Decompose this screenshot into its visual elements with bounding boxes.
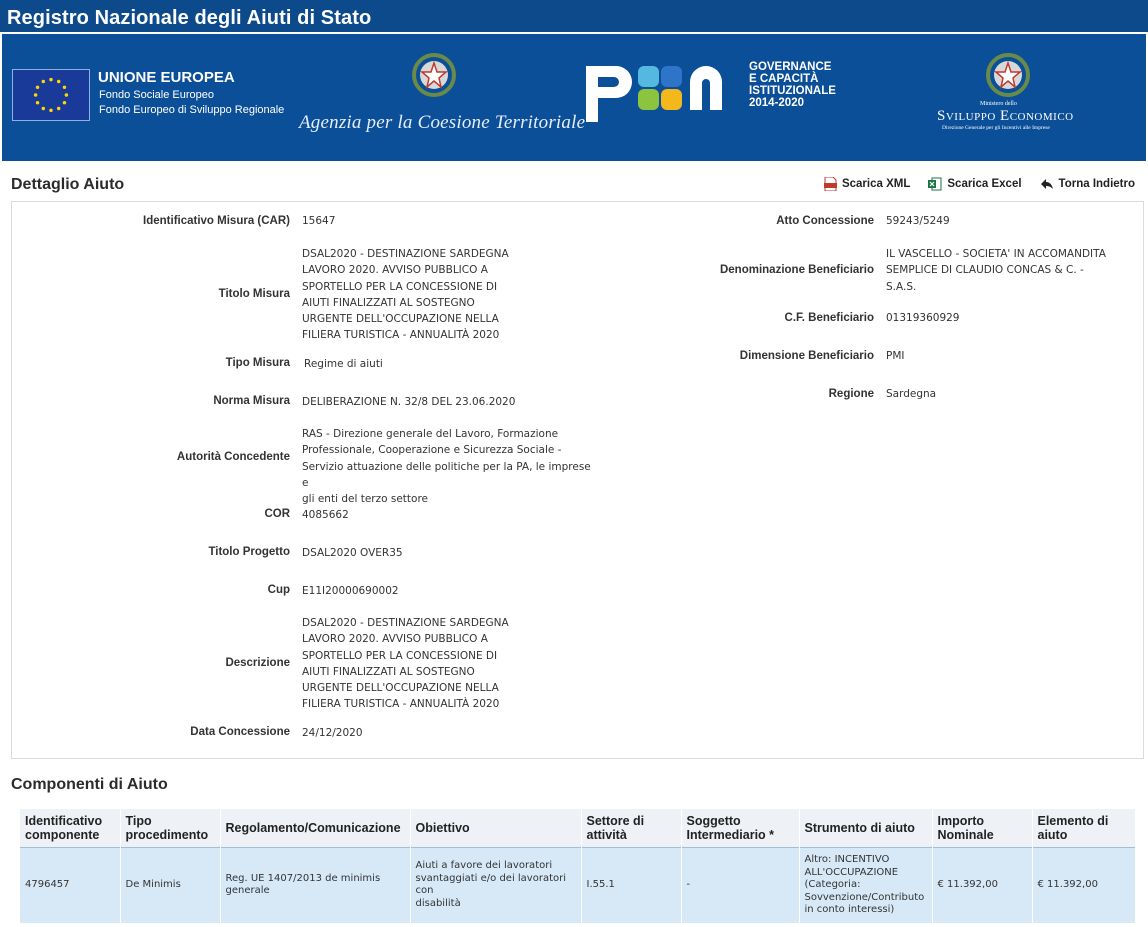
col-elemento[interactable]: [1032, 809, 1135, 847]
atto-concessione-label: Atto Concessione: [776, 215, 874, 227]
header-line: Regolamento/Comunicazione: [225, 820, 401, 835]
header-line: Importo: [937, 813, 985, 828]
header-line: componente: [25, 827, 100, 842]
eu-fund-social: Fondo Sociale Europeo: [99, 89, 214, 101]
text-line: LAVORO 2020. AVVISO PUBBLICO A: [302, 633, 488, 646]
cor-value: 4085662: [302, 509, 349, 521]
text-line: SEMPLICE DI CLAUDIO CONCAS & C. -: [886, 264, 1084, 277]
text-line: Altro: INCENTIVO: [804, 854, 890, 865]
table-header-row: [20, 809, 1135, 847]
text-line: svantaggiati e/o dei lavoratori con: [415, 872, 567, 897]
denominazione-label: Denominazione Beneficiario: [719, 264, 874, 276]
ministry-name: Sviluppo Economico: [937, 108, 1074, 124]
titolo-misura-value: [302, 246, 582, 344]
download-excel-label: Scarica Excel: [947, 178, 1022, 190]
ministry-small: Ministero dello: [980, 101, 1017, 107]
detail-actions: [824, 177, 1135, 191]
text-line: RAS - Direzione generale del Lavoro, Formazione: [302, 428, 559, 440]
pon-caption: [749, 61, 836, 109]
cell-tipo: De Minimis: [120, 847, 220, 923]
cell-regolamento: [220, 847, 410, 923]
cf-value: 01319360929: [886, 312, 960, 324]
text-line: Sovvenzione/Contributo: [804, 891, 925, 903]
italian-emblem-icon: [984, 51, 1032, 99]
cell-obiettivo: [410, 847, 581, 923]
cell-elemento: € 11.392,00: [1032, 847, 1135, 923]
tipo-misura-value: Regime di aiuti: [304, 358, 383, 370]
header-line: Soggetto: [686, 813, 741, 828]
text-line: AIUTI FINALIZZATI AL SOSTEGNO: [302, 296, 475, 309]
text-line: Aiuti a favore dei lavoratori: [415, 860, 553, 872]
autorita-value: [302, 426, 592, 507]
text-line: DSAL2020 - DESTINAZIONE SARDEGNA: [302, 248, 509, 260]
excel-file-icon: [928, 177, 942, 191]
col-regolamento[interactable]: [220, 809, 410, 847]
text-line: Reg. UE 1407/2013 de minimis: [225, 872, 381, 884]
pon-line: ISTITUZIONALE: [749, 85, 836, 97]
app-title: Registro Nazionale degli Aiuti di Stato: [7, 7, 372, 29]
download-xml-button[interactable]: [824, 177, 910, 191]
header-line: procedimento: [125, 827, 209, 842]
text-line: S.A.S.: [886, 280, 917, 293]
header-line: Elemento di: [1037, 813, 1109, 828]
cell-id: 4796457: [20, 847, 120, 923]
pon-line: E CAPACITÀ: [749, 73, 819, 85]
italian-emblem-icon: [410, 51, 458, 99]
descrizione-value: [302, 615, 582, 713]
header-line: Nominale: [937, 827, 994, 842]
components-table: [20, 809, 1135, 923]
text-line: Professionale, Cooperazione e Sicurezza Sociale -: [302, 444, 562, 457]
banner: [2, 34, 1146, 161]
titolo-misura-label: Titolo Misura: [218, 288, 290, 300]
text-line: gli enti del terzo settore: [302, 493, 429, 506]
header-line: Strumento di aiuto: [804, 820, 915, 835]
col-strumento[interactable]: [799, 809, 932, 847]
back-button[interactable]: [1040, 177, 1135, 191]
detail-title: Dettaglio Aiuto: [11, 176, 125, 193]
text-line: (Categoria:: [804, 879, 861, 890]
col-obiettivo[interactable]: [410, 809, 581, 847]
pon-logo-icon: [584, 60, 744, 128]
denominazione-value: [886, 246, 1126, 295]
cor-label: COR: [264, 508, 290, 520]
text-line: in conto interessi): [804, 904, 895, 915]
cup-value: E11I20000690002: [302, 585, 399, 597]
regione-label: Regione: [828, 388, 874, 400]
app-titlebar: [0, 0, 1148, 33]
header-line: attività: [586, 827, 627, 842]
components-title: Componenti di Aiuto: [11, 776, 168, 793]
descrizione-label: Descrizione: [225, 657, 290, 669]
col-identificativo[interactable]: [20, 809, 120, 847]
detail-panel: [11, 201, 1144, 759]
text-line: Servizio attuazione delle politiche per la PA, le imprese e: [302, 460, 591, 489]
text-line: AIUTI FINALIZZATI AL SOSTEGNO: [302, 665, 475, 678]
titolo-progetto-label: Titolo Progetto: [208, 546, 290, 558]
text-line: ALL'OCCUPAZIONE: [804, 866, 899, 878]
table-row[interactable]: [20, 847, 1135, 923]
download-excel-button[interactable]: [928, 177, 1021, 191]
norma-misura-label: Norma Misura: [213, 395, 290, 407]
text-line: FILIERA TURISTICA - ANNUALITÀ 2020: [302, 329, 500, 342]
header-line: Settore di: [586, 813, 645, 828]
pon-line: GOVERNANCE: [749, 61, 832, 73]
agency-name: Agenzia per la Coesione Territoriale: [299, 112, 586, 133]
regione-value: Sardegna: [886, 388, 937, 400]
back-label: Torna Indietro: [1058, 178, 1135, 190]
text-line: SPORTELLO PER LA CONCESSIONE DI: [302, 649, 498, 662]
text-line: URGENTE DELL'OCCUPAZIONE NELLA: [302, 682, 499, 695]
pon-line: 2014-2020: [749, 97, 804, 109]
header-line: aiuto: [1037, 827, 1068, 842]
col-soggetto[interactable]: [681, 809, 799, 847]
dimensione-label: Dimensione Beneficiario: [739, 350, 874, 362]
eu-title: UNIONE EUROPEA: [98, 69, 235, 86]
text-line: SPORTELLO PER LA CONCESSIONE DI: [302, 280, 498, 293]
text-line: FILIERA TURISTICA - ANNUALITÀ 2020: [302, 698, 500, 711]
col-settore[interactable]: [581, 809, 681, 847]
back-arrow-icon: [1040, 178, 1054, 190]
text-line: IL VASCELLO - SOCIETA' IN ACCOMANDITA: [886, 248, 1106, 260]
autorita-label: Autorità Concedente: [176, 451, 290, 463]
text-line: DSAL2020 - DESTINAZIONE SARDEGNA: [302, 617, 509, 629]
dimensione-value: PMI: [886, 350, 905, 362]
data-concessione-label: Data Concessione: [190, 726, 290, 738]
data-concessione-value: 24/12/2020: [302, 727, 363, 739]
eu-fund-regional: Fondo Europeo di Sviluppo Regionale: [99, 104, 285, 116]
ministry-subtitle: Direzione Generale per gli Incentivi alle Imprese: [942, 125, 1050, 131]
cell-settore: I.55.1: [581, 847, 681, 923]
col-importo[interactable]: [932, 809, 1032, 847]
header-line: Identificativo: [25, 813, 103, 828]
cup-label: Cup: [267, 584, 290, 596]
eu-flag-icon: [12, 69, 90, 121]
cell-soggetto: -: [681, 847, 799, 923]
header-line: Intermediario *: [686, 827, 775, 842]
cell-importo: € 11.392,00: [932, 847, 1032, 923]
text-line: URGENTE DELL'OCCUPAZIONE NELLA: [302, 313, 499, 326]
download-xml-label: Scarica XML: [841, 178, 911, 190]
xml-file-icon: [824, 177, 837, 191]
header-line: Obiettivo: [415, 820, 470, 835]
text-line: generale: [225, 885, 270, 897]
titolo-progetto-value: DSAL2020 OVER35: [302, 547, 403, 559]
cf-label: C.F. Beneficiario: [784, 312, 874, 324]
cell-strumento: [799, 847, 932, 923]
header-line: Tipo: [125, 813, 152, 828]
col-tipo[interactable]: [120, 809, 220, 847]
car-label: Identificativo Misura (CAR): [143, 215, 290, 227]
car-value: 15647: [302, 215, 336, 227]
atto-concessione-value: 59243/5249: [886, 215, 950, 227]
norma-misura-value: DELIBERAZIONE N. 32/8 DEL 23.06.2020: [302, 396, 516, 408]
text-line: disabilità: [415, 897, 461, 909]
text-line: LAVORO 2020. AVVISO PUBBLICO A: [302, 264, 488, 277]
tipo-misura-label: Tipo Misura: [225, 357, 290, 369]
